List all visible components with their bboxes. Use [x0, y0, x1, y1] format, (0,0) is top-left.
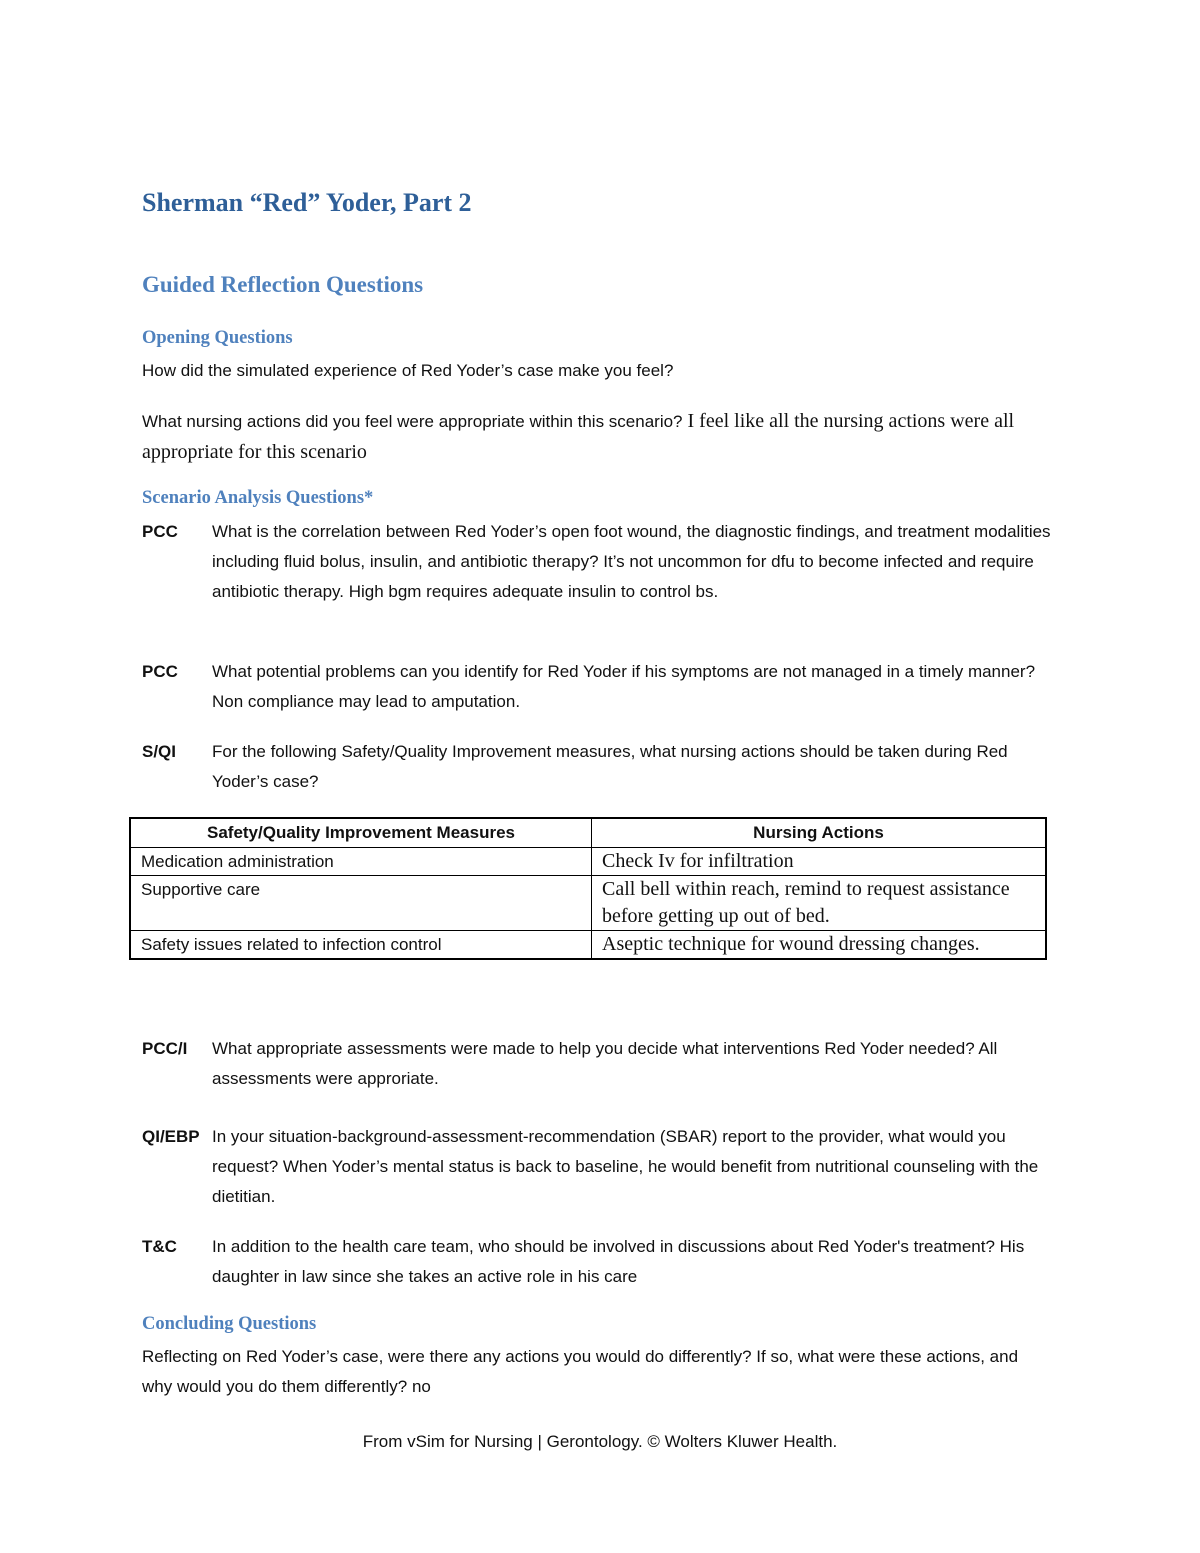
concluding-question: Reflecting on Red Yoder’s case, were there any actions you would do differently? If so, what were these actions, and why would you do them differently? no — [142, 1347, 1019, 1396]
question-code: T&C — [142, 1237, 177, 1256]
question-code: PCC — [142, 662, 178, 681]
table-cell-action: Call bell within reach, remind to request assistance before getting up out of bed. — [592, 876, 1047, 931]
question-code: PCC — [142, 522, 178, 541]
question-text: What is the correlation between Red Yoder’s open foot wound, the diagnostic findings, and treatment modalities including fluid bolus, insulin, and antibiotic therapy? It’s not uncommon for dfu to become infected and require antibiotic therapy. High bgm requires adequate insulin to control bs. — [212, 522, 1051, 601]
scenario-question-tc — [142, 1232, 1067, 1292]
question-text: What potential problems can you identify for Red Yoder if his symptoms are not managed in a timely manner? Non compliance may lead to amputation. — [212, 662, 1036, 711]
question-text: In your situation-background-assessment-recommendation (SBAR) report to the provider, what would you request? When Yoder’s mental status is back to baseline, he would benefit from nutritional counseling with the dietitian. — [212, 1127, 1039, 1206]
section-heading: Guided Reflection Questions — [142, 272, 424, 297]
page-title: Sherman “Red” Yoder, Part 2 — [142, 188, 472, 217]
table-cell-measure: Safety issues related to infection control — [130, 931, 592, 960]
table-cell-measure: Supportive care — [130, 876, 592, 931]
table-row — [130, 848, 1046, 876]
table-header-measures: Safety/Quality Improvement Measures — [130, 818, 592, 848]
scenario-question-pcc-2 — [142, 657, 1067, 717]
opening-question-1: How did the simulated experience of Red Yoder’s case make you feel? — [142, 361, 674, 380]
scenario-question-pcc-1 — [142, 517, 1067, 607]
safety-measures-table — [129, 817, 1047, 960]
question-code: PCC/I — [142, 1039, 188, 1058]
table-header-row — [130, 818, 1046, 848]
table-row — [130, 876, 1046, 931]
table-cell-action: Aseptic technique for wound dressing changes. — [592, 931, 1047, 960]
table-cell-action: Check Iv for infiltration — [592, 848, 1047, 876]
scenario-question-qi-ebp — [142, 1122, 1067, 1212]
question-code: QI/EBP — [142, 1127, 200, 1146]
opening-questions-heading: Opening Questions — [142, 328, 293, 348]
opening-question-2-answer: I feel like all the nursing actions were all appropriate for this scenario — [142, 410, 1015, 463]
table-header-nursing-actions: Nursing Actions — [592, 818, 1047, 848]
page-footer: From vSim for Nursing | Gerontology. © Wolters Kluwer Health. — [362, 1432, 838, 1451]
scenario-analysis-heading: Scenario Analysis Questions* — [142, 488, 374, 508]
table-row — [130, 931, 1046, 960]
question-text: For the following Safety/Quality Improvement measures, what nursing actions should be taken during Red Yoder’s case? — [212, 742, 1008, 791]
question-code: S/QI — [142, 742, 177, 761]
scenario-question-pcc-i — [142, 1034, 1067, 1094]
opening-question-2-text: What nursing actions did you feel were appropriate within this scenario? — [142, 412, 683, 431]
scenario-question-sqi — [142, 737, 1067, 797]
concluding-questions-heading: Concluding Questions — [142, 1314, 317, 1334]
table-cell-measure: Medication administration — [130, 848, 592, 876]
opening-question-2 — [142, 406, 1042, 468]
question-text: In addition to the health care team, who should be involved in discussions about Red Yoder's treatment? His daughter in law since she takes an active role in his care — [212, 1237, 1025, 1286]
question-text: What appropriate assessments were made to help you decide what interventions Red Yoder needed? All assessments were approriate. — [212, 1039, 998, 1088]
